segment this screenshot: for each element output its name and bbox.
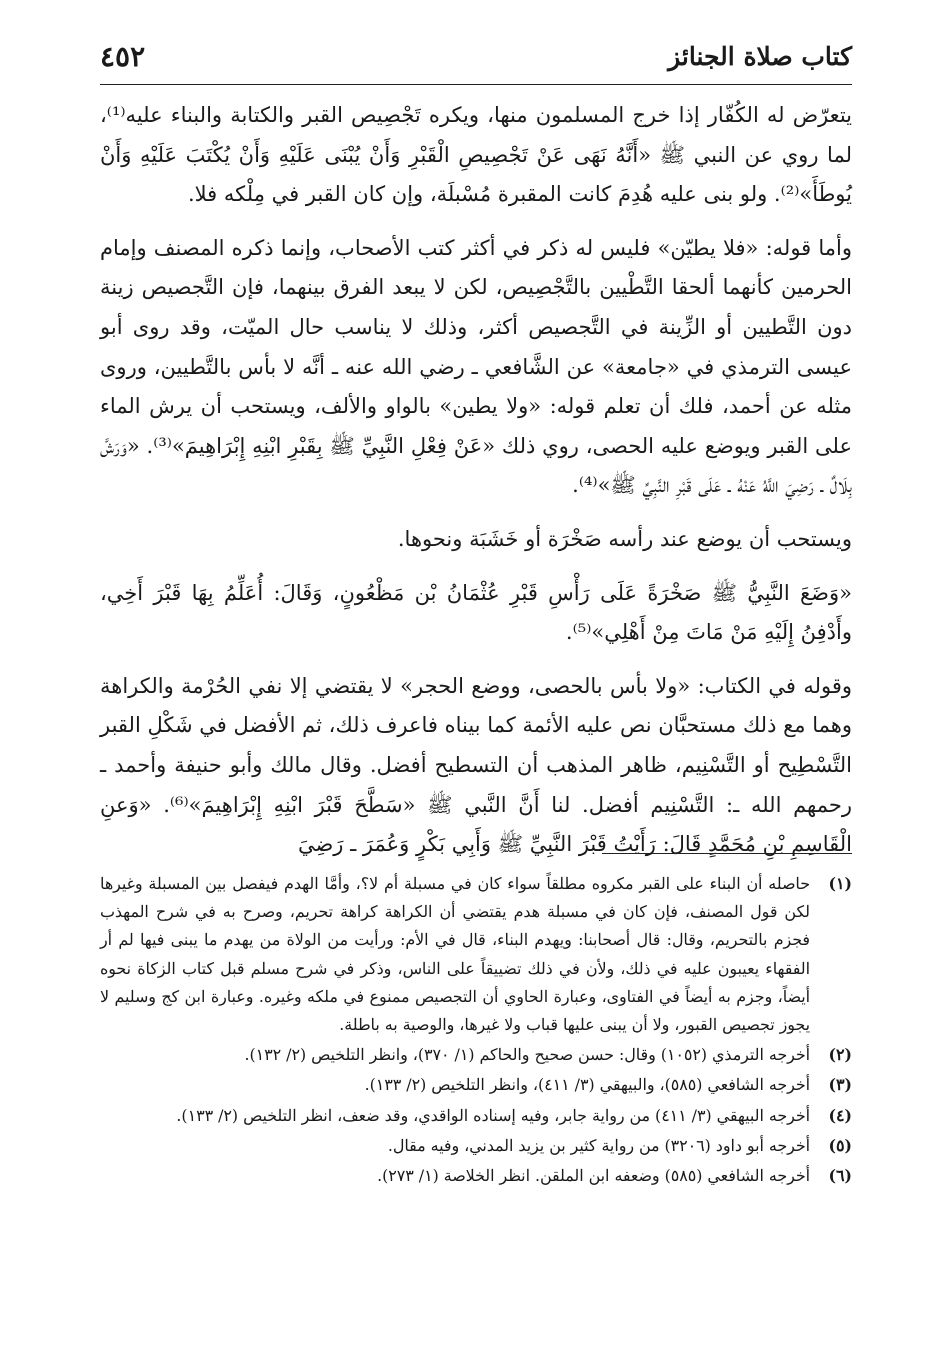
footnote-number: (٢) (828, 1045, 852, 1065)
footnote-number: (٣) (828, 1075, 852, 1095)
footnote-separator (602, 853, 852, 854)
chapter-title: كتاب صلاة الجنائز (668, 42, 852, 71)
footnote-text: أخرجه الترمذي (١٠٥٢) وقال: حسن صحيح والحاكم (١/ ٣٧٠)، وانظر التلخيص (٢/ ١٣٢). (244, 1045, 810, 1065)
footnote-number: (٦) (828, 1166, 852, 1186)
paragraph: وأما قوله: «فلا يطيّن» فليس له ذكر في أكثر كتب الأصحاب، وإنما ذكره المصنف وإمام الحرمين كأنهما ألحقا التَّطْيين بالتَّجْصِيص، لكن لا يبعد الفرق بينهما، فإن التَّجصيص زينة دون التَّطيين أو الزِّينة في التَّجصيص أكثر، وذلك لا يناسب حال الميّت، وقد روى أبو عيسى الترمذي في «جامعة» عن الشَّافعي ـ رضي الله عنه ـ أنَّه لا بأس بالتَّطيين، وروى مثله عن أحمد، فلك أن تعلم قوله: «ولا يطين» بالواو والألف، ويستحب أن يرش الماء على القبر ويوضع عليه الحصى، روي ذلك «عَنْ فِعْلِ النَّبِيِّ ﷺ بِقَبْرِ ابْنِهِ إِبْرَاهِيمَ»⁽³⁾. «وَرَشَّ بِلَالٌ ـ رَضِيَ اللَّهُ عَنْهُ ـ عَلَى قَبْرِ النَّبِيِّ ﷺ»⁽⁴⁾. (100, 235, 852, 498)
page-number: ٤٥٢ (100, 40, 146, 73)
paragraph: ويستحب أن يوضع عند رأسه صَخْرَة أو خَشَبَة ونحوها. (397, 526, 852, 551)
paragraph: يتعرّض له الكُفّار إذا خرج المسلمون منها، ويكره تَجْصِيص القبر والكتابة والبناء عليه⁽¹⁾، لما روي عن النبي ﷺ «أَنَّهُ نَهَى عَنْ تَجْصِيصِ الْقَبْرِ وَأَنْ يُبْنَى عَلَيْهِ وَأَنْ يُكْتَبَ عَلَيْهِ وَأَنْ يُوطَأَ»⁽²⁾. ولو بنى عليه هُدِمَ كانت المقبرة مُسْبلَة، وإن كان القبر في مِلْكه فلا. (100, 103, 852, 207)
footnote (100, 1162, 852, 1190)
footnote (100, 1041, 852, 1069)
footnote-number: (٤) (828, 1105, 852, 1125)
footnote-text: أخرجه البيهقي (٣/ ٤١١) من رواية جابر، وفيه إسناده الواقدي، وقد ضعف، انظر التلخيص (٢/ ١٣٣). (176, 1105, 810, 1125)
footnote (100, 870, 852, 1039)
footnote (100, 1132, 852, 1160)
paragraph: وقوله في الكتاب: «ولا بأس بالحصى، ووضع الحجر» لا يقتضي إلا نفي الحُرْمة والكراهة وهما مع ذلك مستحبَّان نص عليه الأئمة كما بيناه فاعرف ذلك، ثم الأفضل في شَكْلِ القبر التَّسْطِيح أو التَّسْنِيم، ظاهر المذهب أن التسطيح أفضل. وقال مالك وأبو حنيفة وأحمد ـ رحمهم الله ـ: التَّسْنِيم أفضل. لنا أَنَّ النَّبي ﷺ «سَطَّحَ قَبْرَ ابْنِهِ إِبْرَاهِيمَ»⁽⁶⁾. «وَعنِ الْقَاسِمِ بْنِ مُحَمَّدٍ قَالَ: رَأَيْتُ قَبْرَ النَّبِيِّ ﷺ وَأَبِي بَكْرٍ وَعُمَرَ ـ رَضِيَ (100, 673, 853, 857)
footnote (100, 1102, 852, 1130)
footnote-text: أخرجه الشافعي (٥٨٥) وضعفه ابن الملقن. انظر الخلاصة (١/ ٢٧٣). (377, 1166, 810, 1186)
main-text (100, 96, 852, 865)
running-header (100, 38, 852, 85)
footnote-text: أخرجه الشافعي (٥٨٥)، والبيهقي (٣/ ٤١١)، وانظر التلخيص (٢/ ١٣٣). (364, 1075, 810, 1095)
footnote-text: أخرجه أبو داود (٣٢٠٦) من رواية كثير بن يزيد المدني، وفيه مقال. (387, 1135, 810, 1155)
footnote-text: حاصله أن البناء على القبر مكروه مطلقاً سواء كان في مسبلة أم لا؟، وأمَّا الهدم فيفصل بين المسبلة وغيرها لكن قول المصنف، فإن كان في مسبلة هدم يقتضي أن الكراهة كراهة تحريم، وصرح به في شرح المهذب فجزم بالتحريم، وقال: قال أصحابنا: ويهدم البناء، قال في الأم: ورأيت من الولاة من يهدم ما يبنى فيها لم أر الفقهاء يعيبون عليه في ذلك، ولأن في ذلك تضييقاً على الناس، وذكر في شرح مسلم قبل كتاب الزكاة نحوه أيضاً، وجزم به أيضاً في الفتاوى، وعبارة الحاوي أن التجصيص ممنوع في ملكه وغيره. وعبارة ابن كج وسليم لا يجوز تجصيص القبور، ولا أن يبنى عليها قباب ولا غيرها، والوصية به باطلة. (100, 874, 810, 1035)
paragraph: «وَضَعَ النَّبِيُّ ﷺ صَخْرَةً عَلَى رَأْسِ قَبْرِ عُثْمَانُ بْن مَظْعُونٍ، وَقَالَ: أُعَلِّمُ بِهَا قَبْرَ أَخِي، وأَدْفِنُ إِلَيْهِ مَنْ مَاتَ مِنْ أَهْلِي»⁽⁵⁾. (100, 580, 852, 645)
footnote-number: (١) (828, 874, 852, 893)
footnote-number: (٥) (828, 1135, 852, 1155)
footnotes (100, 870, 852, 1192)
footnote (100, 1071, 852, 1099)
